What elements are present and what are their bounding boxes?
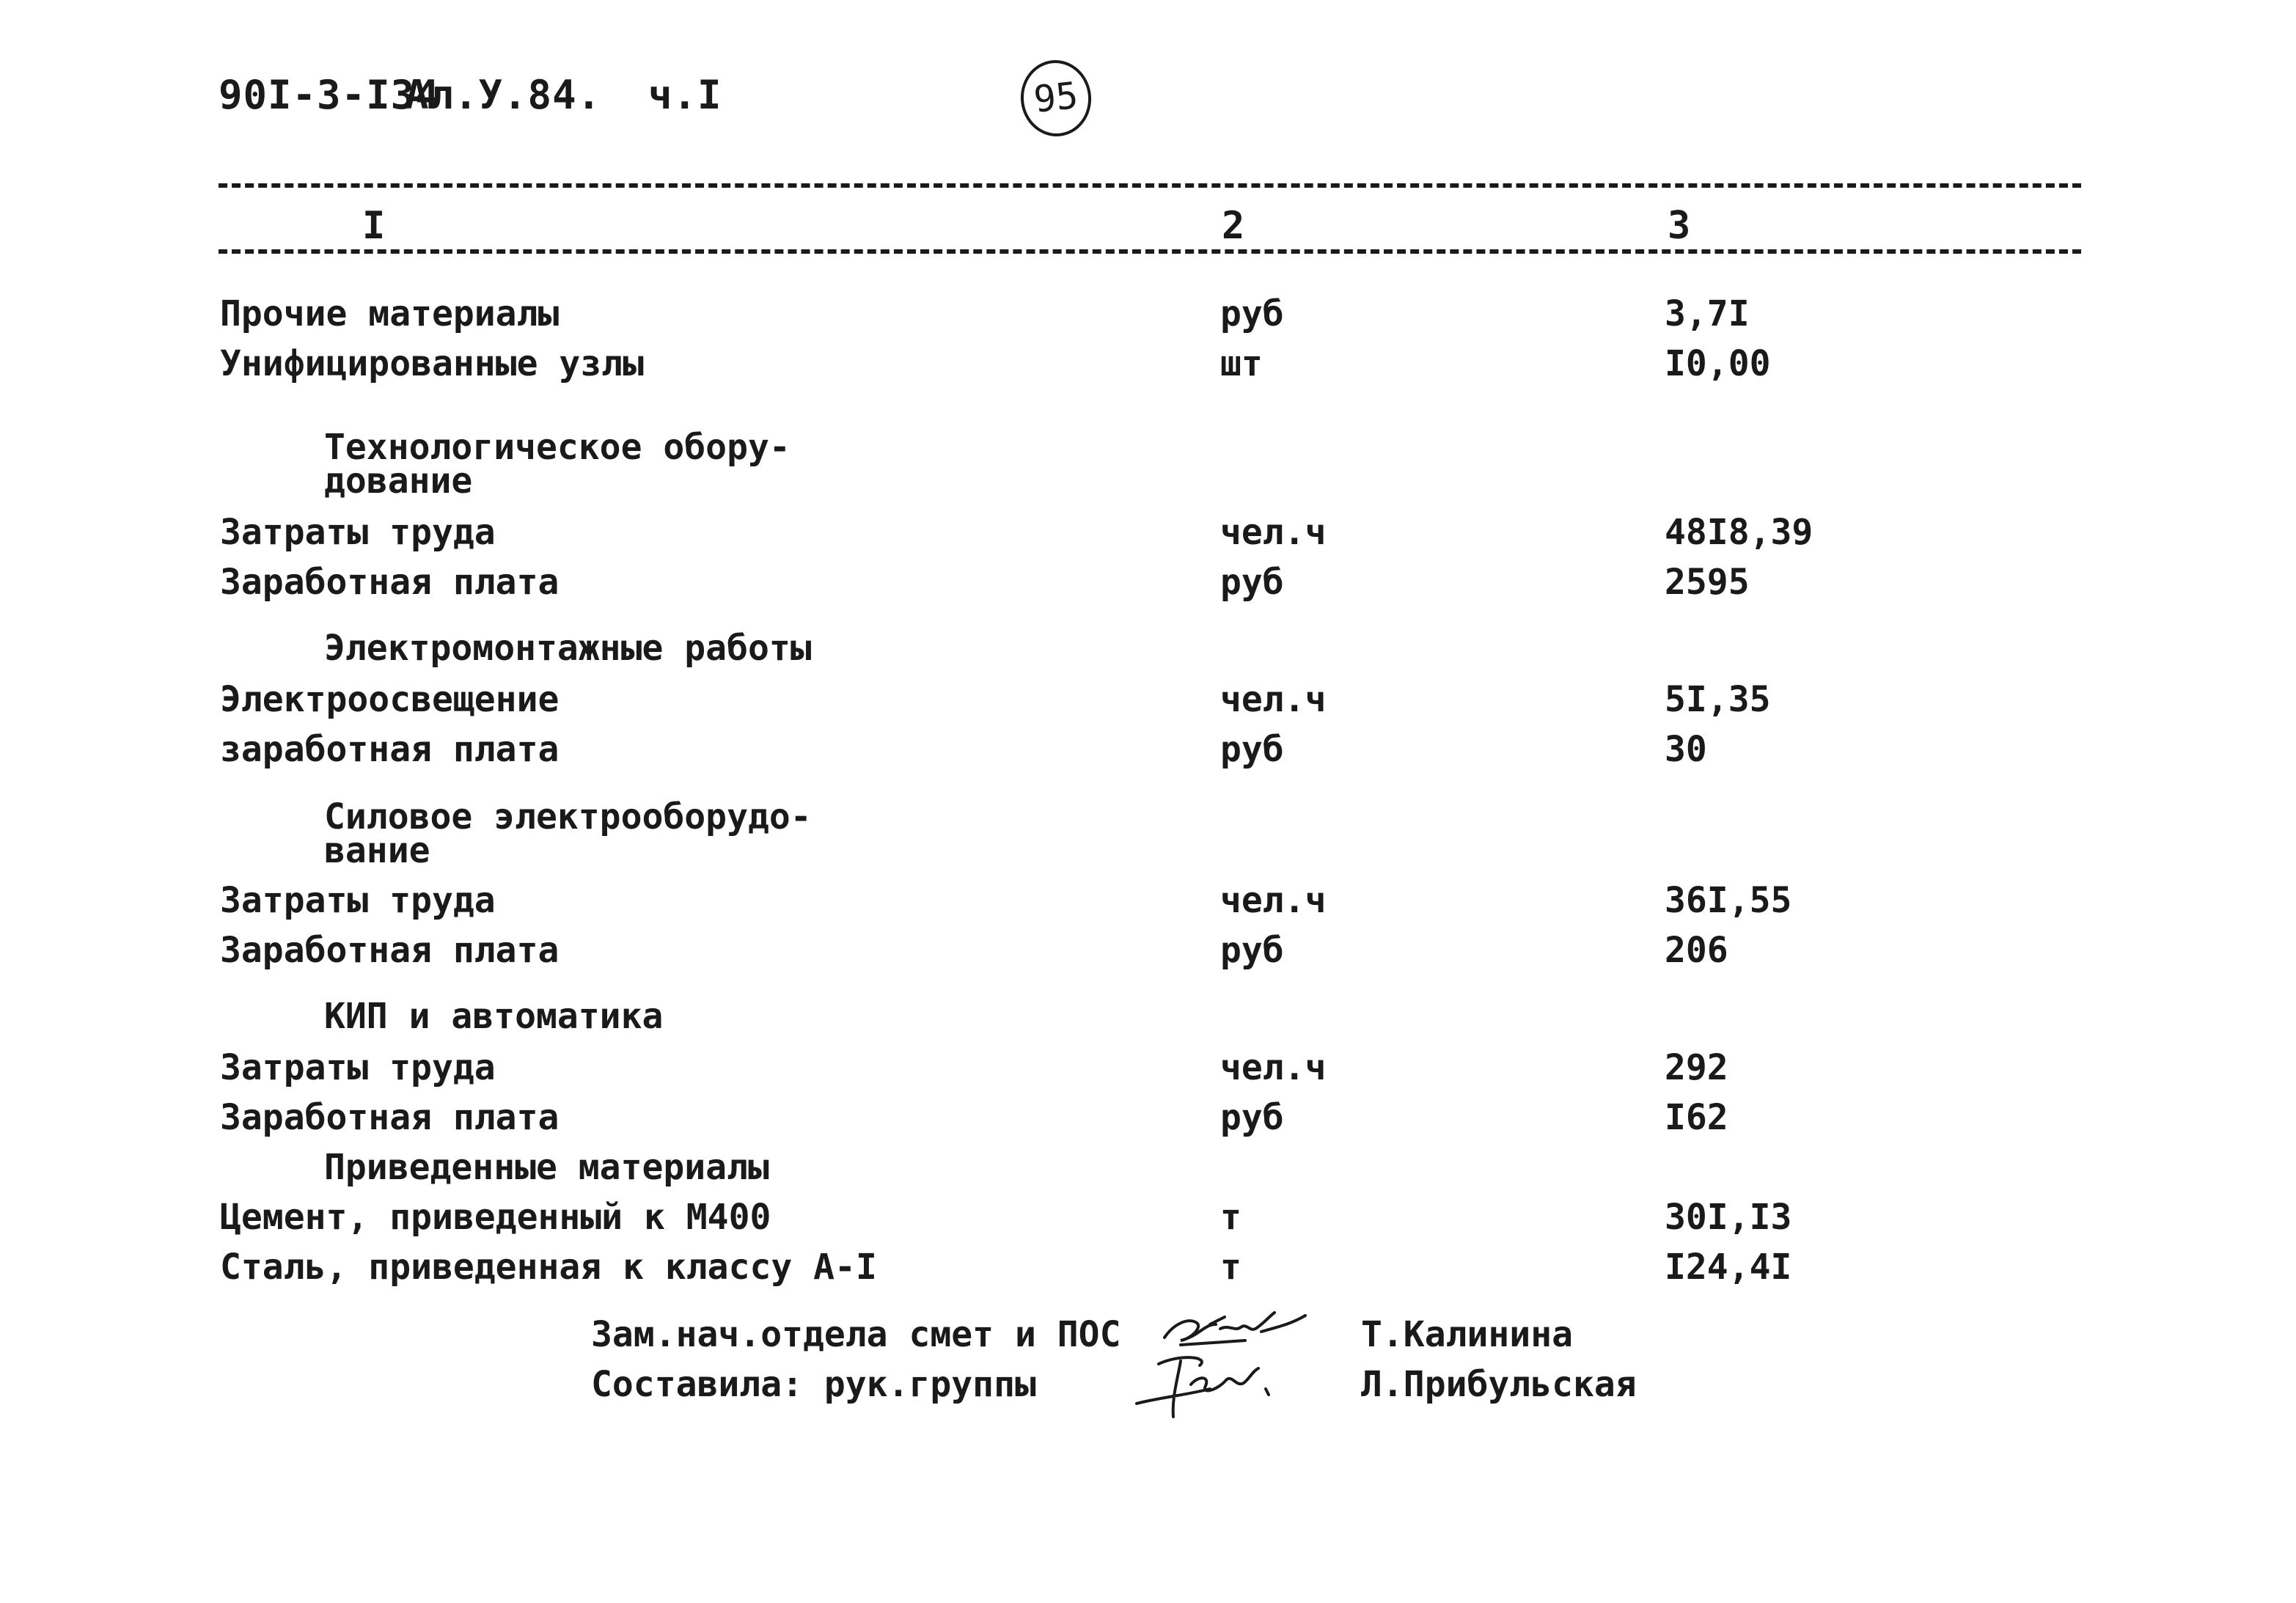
section-title: дование (324, 461, 473, 502)
page-number: 95 (1017, 56, 1095, 139)
doc-code: 90I-3-I34 (219, 72, 440, 118)
section-heading (0, 628, 2296, 672)
table-header-rule (219, 249, 2081, 254)
row-name: Электроосвещение (220, 679, 560, 720)
handwritten-signature (1129, 1346, 1298, 1427)
row-name: Унифицированные узлы (220, 343, 644, 384)
section-title: Приведенные материалы (324, 1147, 769, 1188)
section-heading (0, 830, 2296, 874)
column-number-1: I (358, 204, 389, 248)
table-row (0, 1097, 2296, 1141)
row-value: 2595 (1665, 562, 1750, 603)
row-value: 206 (1665, 930, 1728, 971)
row-value: I24,4I (1665, 1247, 1792, 1288)
section-title: Силовое электрооборудо- (324, 796, 812, 837)
section-heading (0, 1147, 2296, 1191)
row-value: 292 (1665, 1047, 1728, 1088)
signer-position: Составила: рук.группы (591, 1364, 1036, 1405)
row-value: 30I,I3 (1665, 1197, 1792, 1238)
table-row (0, 1197, 2296, 1241)
row-unit: руб (1220, 930, 1284, 971)
section-title: Электромонтажные работы (324, 628, 812, 669)
row-value: 36I,55 (1665, 880, 1792, 921)
section-heading (0, 996, 2296, 1040)
row-value: 30 (1665, 729, 1707, 770)
row-name: Затраты труда (220, 880, 496, 921)
row-name: Затраты труда (220, 512, 496, 553)
row-name: Заработная плата (220, 1097, 560, 1138)
table-row (0, 343, 2296, 387)
row-unit: руб (1220, 562, 1284, 603)
album-ref: Ал.У.84. (405, 72, 602, 118)
section-heading (0, 461, 2296, 505)
signer-name: Т.Калинина (1361, 1314, 1573, 1355)
row-unit: чел.ч (1220, 679, 1327, 720)
section-title: КИП и автоматика (324, 996, 664, 1037)
section-title: Технологическое обору- (324, 427, 791, 468)
row-name: заработная плата (220, 729, 560, 770)
row-unit: руб (1220, 1097, 1284, 1138)
row-value: 48I8,39 (1665, 512, 1813, 553)
signer-name: Л.Прибульская (1361, 1364, 1637, 1405)
column-number-3: 3 (1663, 204, 1695, 248)
row-name: Затраты труда (220, 1047, 496, 1088)
table-row (0, 512, 2296, 556)
row-name: Заработная плата (220, 562, 560, 603)
row-unit: т (1220, 1197, 1241, 1238)
table-row (0, 1247, 2296, 1291)
column-number-2: 2 (1217, 204, 1249, 248)
row-unit: т (1220, 1247, 1241, 1288)
row-value: 3,7I (1665, 293, 1750, 334)
row-value: I62 (1665, 1097, 1728, 1138)
table-row (0, 293, 2296, 337)
row-unit: шт (1220, 343, 1263, 384)
signer-position: Зам.нач.отдела смет и ПОС (591, 1314, 1121, 1355)
table-top-rule (219, 183, 2081, 188)
row-unit: чел.ч (1220, 512, 1327, 553)
table-row (0, 679, 2296, 723)
section-title: вание (324, 830, 430, 871)
table-row (0, 562, 2296, 606)
table-row (0, 930, 2296, 974)
row-value: 5I,35 (1665, 679, 1771, 720)
row-name: Прочие материалы (220, 293, 560, 334)
row-unit: чел.ч (1220, 880, 1327, 921)
row-unit: руб (1220, 729, 1284, 770)
table-row (0, 1047, 2296, 1091)
row-name: Сталь, приведенная к классу А-I (220, 1247, 877, 1288)
row-value: I0,00 (1665, 343, 1771, 384)
table-row (0, 880, 2296, 924)
part-ref: ч.I (648, 72, 722, 118)
row-name: Заработная плата (220, 930, 560, 971)
table-row (0, 729, 2296, 773)
row-unit: чел.ч (1220, 1047, 1327, 1088)
row-unit: руб (1220, 293, 1284, 334)
row-name: Цемент, приведенный к М400 (220, 1197, 771, 1238)
